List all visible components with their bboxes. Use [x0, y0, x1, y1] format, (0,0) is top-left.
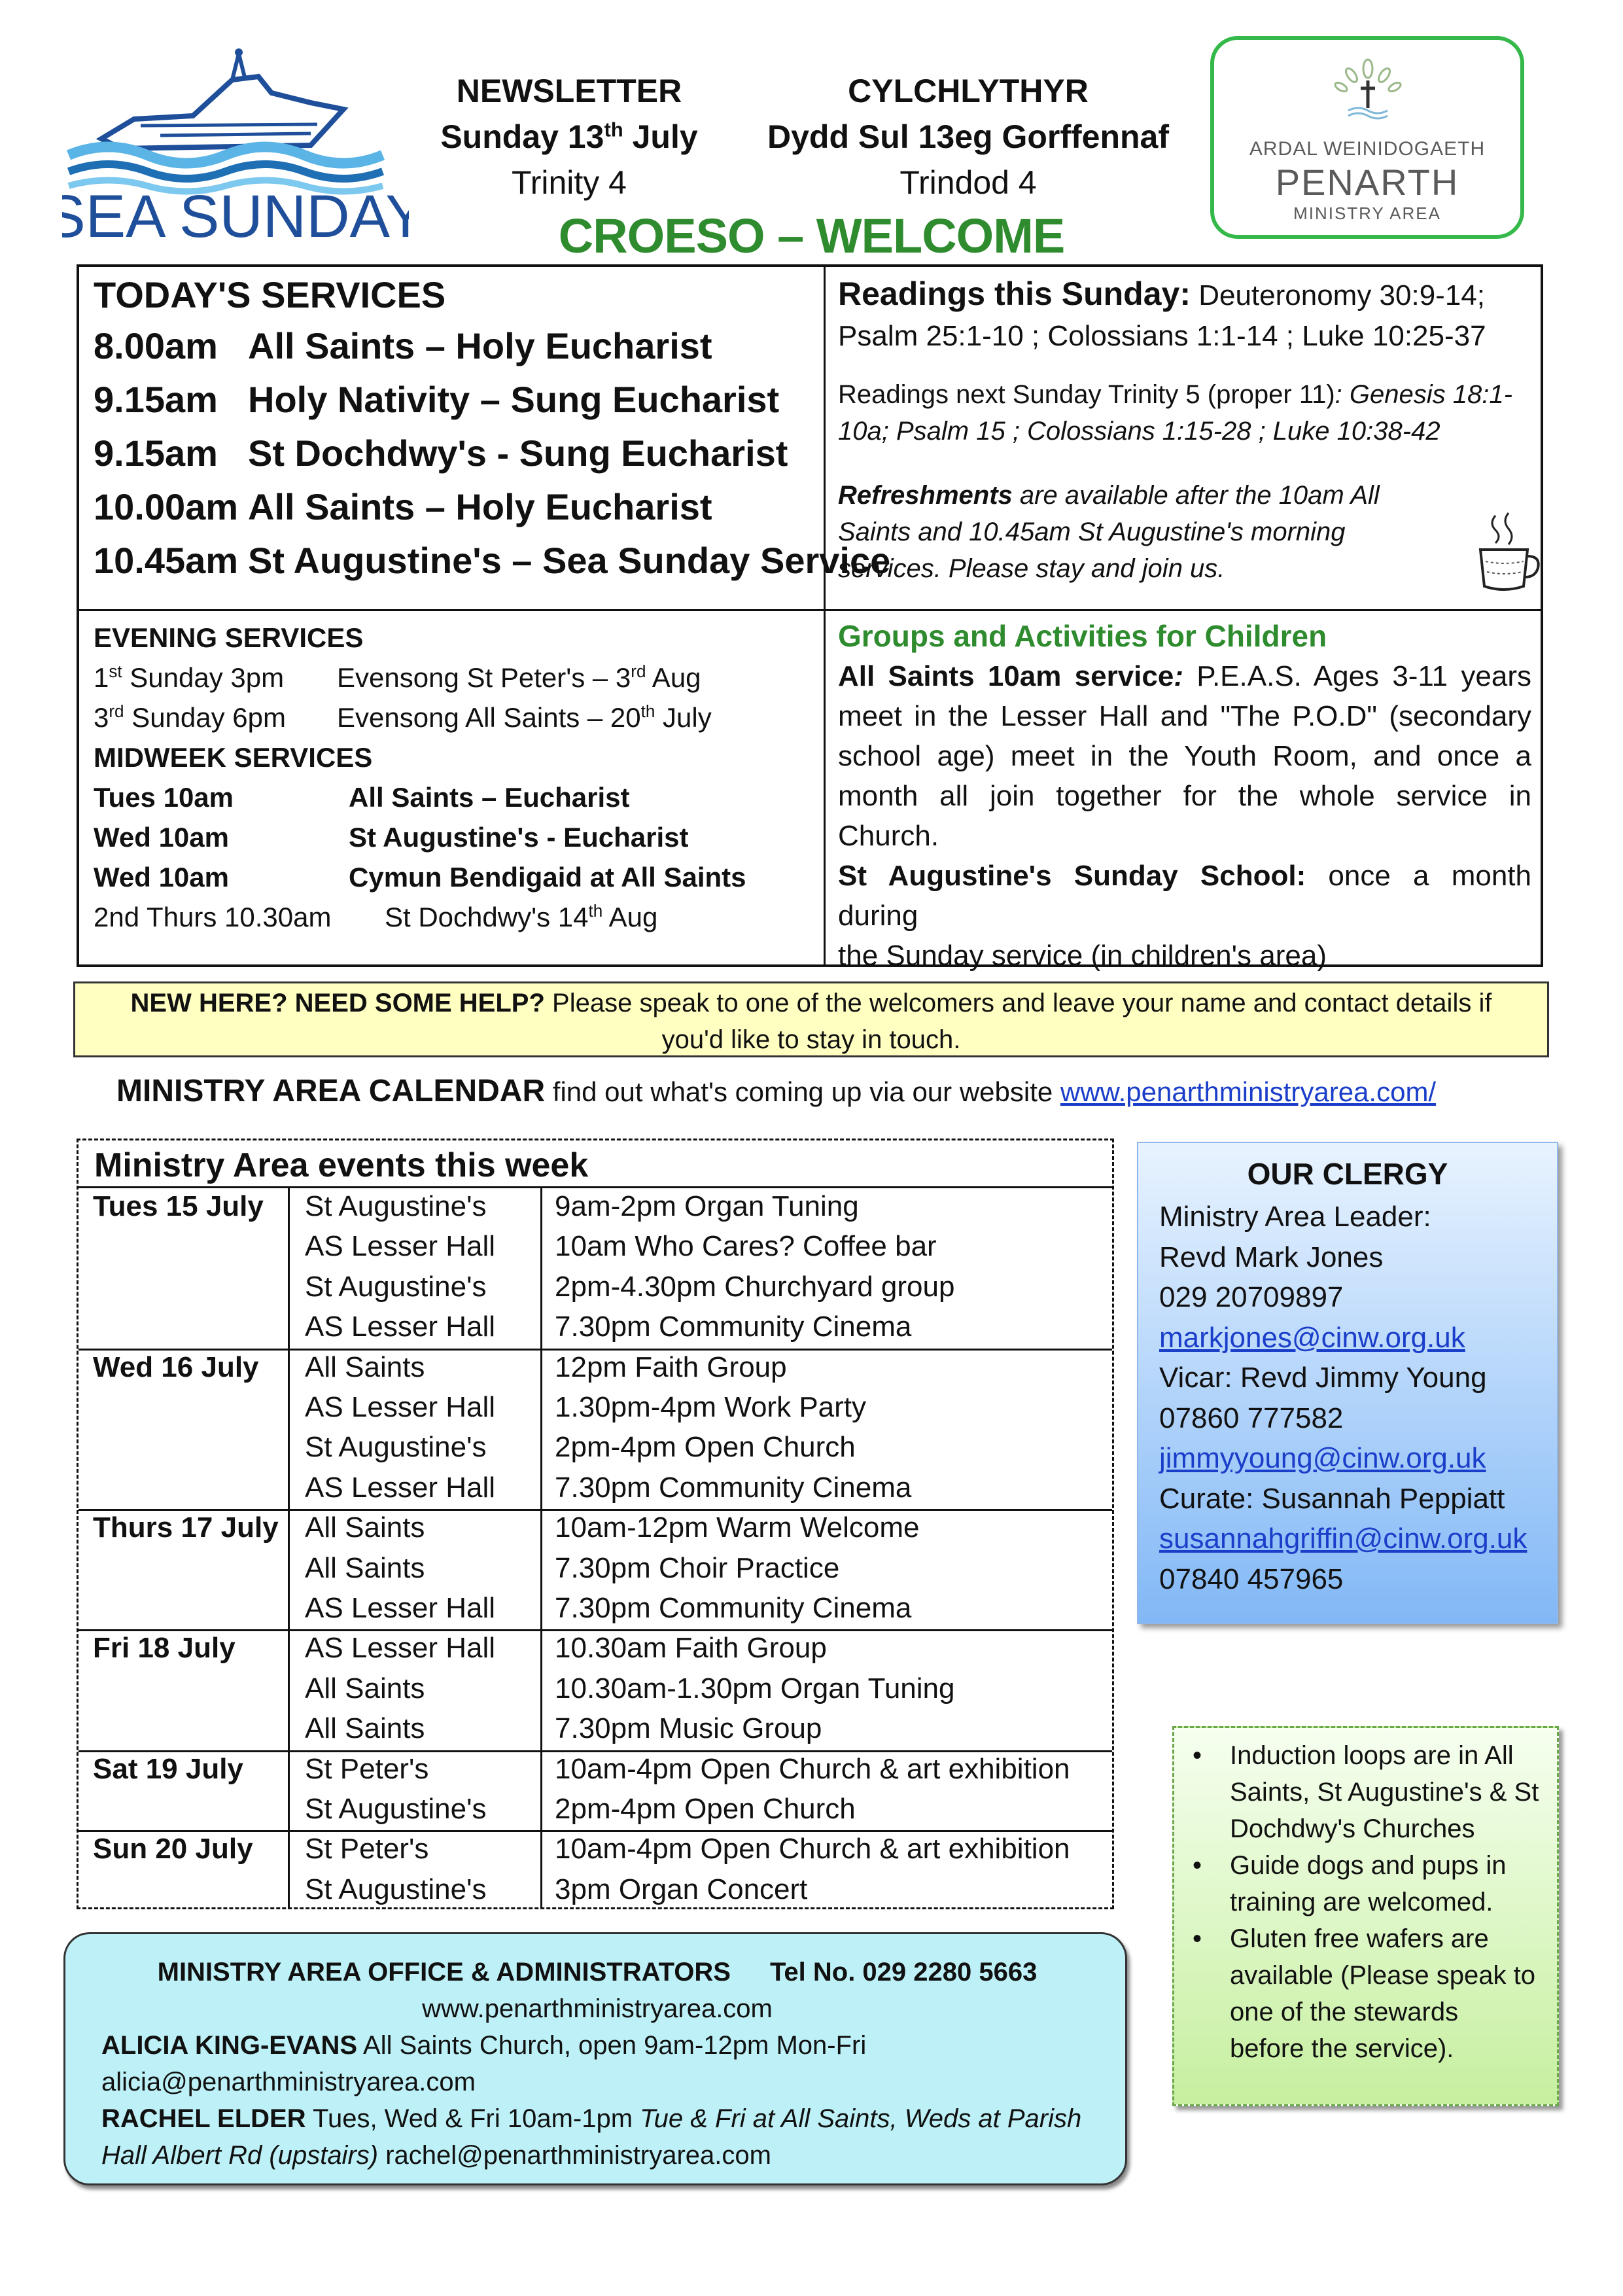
event-place: All Saints — [305, 1551, 425, 1584]
new-here-banner: NEW HERE? NEED SOME HELP? Please speak to one of the welcomers and leave your name and contact details if you'd like to stay in touch. — [73, 981, 1549, 1057]
trinity-cy: Trindod 4 — [899, 164, 1037, 201]
day-divider — [79, 1750, 1112, 1752]
col-divider — [540, 1186, 542, 1909]
services-table — [77, 264, 1543, 972]
event-place: AS Lesser Hall — [305, 1591, 496, 1624]
date-en: Sunday 13th July — [440, 118, 698, 155]
event-desc: 10.30am-1.30pm Organ Tuning — [555, 1672, 955, 1704]
penarth-line1: ARDAL WEINIDOGAETH — [1249, 138, 1486, 160]
event-place: All Saints — [305, 1712, 425, 1745]
event-day: Fri 18 July — [93, 1632, 236, 1665]
readings-block — [838, 274, 1531, 587]
clergy-line: 07860 777582 — [1159, 1402, 1344, 1434]
event-place: St Peter's — [305, 1752, 429, 1785]
evening-title: EVENING SERVICES — [94, 622, 364, 653]
event-place: All Saints — [305, 1511, 425, 1544]
service-item: 10.00am All Saints – Holy Eucharist — [94, 486, 712, 527]
penarth-ministry-logo — [1210, 36, 1524, 239]
note-item — [1174, 1737, 1557, 1847]
service-item: 10.45am St Augustine's – Sea Sunday Service — [94, 540, 891, 581]
accessibility-notes — [1172, 1726, 1559, 2106]
event-desc: 2pm-4pm Open Church — [555, 1792, 856, 1825]
event-place: AS Lesser Hall — [305, 1311, 496, 1343]
event-desc: 9am-2pm Organ Tuning — [555, 1190, 859, 1222]
alicia-email: alicia@penarthministryarea.com — [101, 2068, 476, 2096]
next-readings-line2: 10a; Psalm 15 ; Colossians 1:15-28 ; Luke 10:38-42 — [838, 417, 1440, 446]
event-place: All Saints — [305, 1351, 425, 1383]
midweek-row: Tues 10am All Saints – Eucharist — [94, 782, 630, 813]
note-line: before the service). — [1230, 2034, 1454, 2063]
website-link[interactable]: www.penarthministryarea.com/ — [1060, 1076, 1437, 1107]
event-day: Thurs 17 July — [93, 1511, 279, 1544]
penarth-line3: MINISTRY AREA — [1293, 203, 1441, 223]
day-divider — [79, 1830, 1112, 1832]
event-desc: 7.30pm Music Group — [555, 1712, 822, 1745]
children-block — [838, 616, 1531, 976]
event-desc: 3pm Organ Concert — [555, 1873, 808, 1905]
clergy-title: OUR CLERGY — [1247, 1157, 1448, 1191]
event-place: St Augustine's — [305, 1270, 487, 1303]
notes-list — [1174, 1737, 1557, 2067]
event-desc: 10am-4pm Open Church & art exhibition — [555, 1833, 1070, 1865]
evening-row: 1st Sunday 3pm Evensong St Peter's – 3rd Aug — [94, 662, 701, 693]
calendar-line: MINISTRY AREA CALENDAR find out what's coming up via our website www.penarthministryarea.com/ — [116, 1074, 1437, 1108]
event-desc: 2pm-4.30pm Churchyard group — [555, 1270, 955, 1303]
children-para2: St Augustine's Sunday School: once a month during the Sunday service (in children's area) — [838, 860, 1531, 972]
newsletter-cy-label: CYLCHLYTHYR — [848, 73, 1089, 109]
event-desc: 7.30pm Community Cinema — [555, 1311, 912, 1343]
clergy-email-link[interactable]: jimmyyoung@cinw.org.uk — [1159, 1442, 1486, 1474]
evening-row: 3rd Sunday 6pm Evensong All Saints – 20th July — [94, 701, 712, 733]
day-divider — [79, 1629, 1112, 1631]
event-place: AS Lesser Hall — [305, 1471, 496, 1504]
note-item — [1174, 1847, 1557, 1920]
table-divider-h — [79, 609, 1541, 611]
event-place: St Augustine's — [305, 1190, 487, 1222]
day-divider — [79, 1509, 1112, 1511]
event-day: Tues 15 July — [93, 1190, 264, 1222]
midweek-title: MIDWEEK SERVICES — [94, 742, 373, 773]
next-readings-line1: Readings next Sunday Trinity 5 (proper 11): Genesis 18:1- — [838, 380, 1512, 409]
bullet-icon: • — [1193, 1924, 1202, 1953]
services-list — [94, 325, 890, 593]
event-place: AS Lesser Hall — [305, 1390, 496, 1423]
trinity-en: Trinity 4 — [512, 164, 627, 201]
rachel-line2: Hall Albert Rd (upstairs) rachel@penarthministryarea.com — [101, 2141, 771, 2170]
clergy-line: Ministry Area Leader: — [1159, 1201, 1431, 1233]
midweek-row: Wed 10am Cymun Bendigaid at All Saints — [94, 862, 746, 892]
note-line: Gluten free wafers are — [1230, 1924, 1489, 1953]
bullet-icon: • — [1193, 1741, 1202, 1770]
evening-midweek-block — [94, 618, 813, 937]
event-desc: 10am-4pm Open Church & art exhibition — [555, 1752, 1070, 1785]
col-divider — [288, 1186, 290, 1909]
leaf-cross-icon — [1332, 54, 1404, 120]
event-place: St Augustine's — [305, 1873, 487, 1905]
welcome-heading: CROESO – WELCOME — [558, 209, 1065, 263]
note-line: Guide dogs and pups in — [1230, 1851, 1507, 1880]
refreshments-line2: Saints and 10.45am St Augustine's morning — [838, 518, 1346, 546]
office-box — [63, 1932, 1127, 2185]
clergy-line: Curate: Susannah Peppiatt — [1159, 1482, 1505, 1515]
clergy-box — [1137, 1142, 1558, 1624]
newsletter-label: NEWSLETTER — [456, 73, 682, 109]
note-line: Dochdwy's Churches — [1230, 1814, 1475, 1843]
refreshments-line3: services. Please stay and join us. — [838, 554, 1225, 583]
clergy-lines — [1159, 1197, 1527, 1599]
service-item: 9.15am St Dochdwy's - Sung Eucharist — [94, 433, 788, 474]
event-place: AS Lesser Hall — [305, 1632, 496, 1665]
midweek-row: Wed 10am St Augustine's - Eucharist — [94, 822, 689, 853]
note-line: available (Please speak to — [1230, 1961, 1535, 1990]
note-line: Induction loops are in All — [1230, 1741, 1514, 1770]
note-line: training are welcomed. — [1230, 1888, 1493, 1916]
refreshments-line1: Refreshments are available after the 10am All — [838, 481, 1380, 510]
children-title: Groups and Activities for Children — [838, 619, 1327, 653]
event-desc: 7.30pm Community Cinema — [555, 1471, 912, 1504]
clergy-line: Vicar: Revd Jimmy Young — [1159, 1362, 1487, 1394]
rachel-line: RACHEL ELDER Tues, Wed & Fri 10am-1pm Tue & Fri at All Saints, Weds at Parish — [101, 2104, 1082, 2133]
clergy-email-link[interactable]: susannahgriffin@cinw.org.uk — [1159, 1523, 1527, 1555]
note-item — [1174, 1920, 1557, 2067]
event-day: Sat 19 July — [93, 1752, 243, 1785]
event-place: St Augustine's — [305, 1792, 487, 1825]
readings-line1: Readings this Sunday: Deuteronomy 30:9-14; — [838, 275, 1486, 312]
event-desc: 2pm-4pm Open Church — [555, 1431, 856, 1464]
events-table — [77, 1139, 1114, 1909]
penarth-line2: PENARTH — [1275, 162, 1459, 203]
readings-line2: Psalm 25:1-10 ; Colossians 1:1-14 ; Luke 10:25-37 — [838, 320, 1486, 352]
event-desc: 12pm Faith Group — [555, 1351, 787, 1383]
office-website: www.penarthministryarea.com — [422, 1994, 773, 2023]
event-day: Sun 20 July — [93, 1833, 253, 1865]
clergy-line: 07840 457965 — [1159, 1563, 1344, 1595]
date-cy: Dydd Sul 13eg Gorffennaf — [767, 118, 1169, 155]
event-place: St Peter's — [305, 1833, 429, 1865]
services-title: TODAY'S SERVICES — [94, 274, 446, 315]
bullet-icon: • — [1193, 1851, 1202, 1880]
event-day: Wed 16 July — [93, 1351, 259, 1383]
note-line: Saints, St Augustine's & St — [1230, 1778, 1539, 1807]
clergy-line: 029 20709897 — [1159, 1281, 1344, 1313]
clergy-email-link[interactable]: markjones@cinw.org.uk — [1159, 1321, 1465, 1354]
event-desc: 1.30pm-4pm Work Party — [555, 1390, 867, 1423]
event-desc: 7.30pm Choir Practice — [555, 1551, 840, 1584]
event-place: AS Lesser Hall — [305, 1230, 496, 1263]
children-para1: All Saints 10am service: P.E.A.S. Ages 3-11 years meet in the Lesser Hall and "The P.O.D" (secondary school age) meet in the Youth Room, and once a month all join together for the whole service in Church. — [838, 660, 1531, 852]
midweek-row: 2nd Thurs 10.30am St Dochdwy's 14th Aug — [94, 901, 658, 932]
day-divider — [79, 1349, 1112, 1351]
event-desc: 10.30am Faith Group — [555, 1632, 827, 1665]
event-desc: 10am Who Cares? Coffee bar — [555, 1230, 937, 1263]
coffee-cup-icon — [1473, 509, 1544, 594]
events-title: Ministry Area events this week — [94, 1146, 589, 1184]
clergy-line: Revd Mark Jones — [1159, 1241, 1384, 1273]
svg-text:SEA SUNDAY: SEA SUNDAY — [62, 183, 409, 243]
event-desc: 7.30pm Community Cinema — [555, 1591, 912, 1624]
service-item: 9.15am Holy Nativity – Sung Eucharist — [94, 379, 780, 420]
service-item: 8.00am All Saints – Holy Eucharist — [94, 325, 712, 366]
event-desc: 10am-12pm Warm Welcome — [555, 1511, 920, 1544]
note-line: one of the stewards — [1230, 1998, 1459, 2026]
event-place: St Augustine's — [305, 1431, 487, 1464]
alicia-line: ALICIA KING-EVANS All Saints Church, open 9am-12pm Mon-Fri — [101, 2031, 867, 2060]
event-place: All Saints — [305, 1672, 425, 1704]
office-title: MINISTRY AREA OFFICE & ADMINISTRATORS Tel No. 029 2280 5663 — [157, 1958, 1038, 1987]
